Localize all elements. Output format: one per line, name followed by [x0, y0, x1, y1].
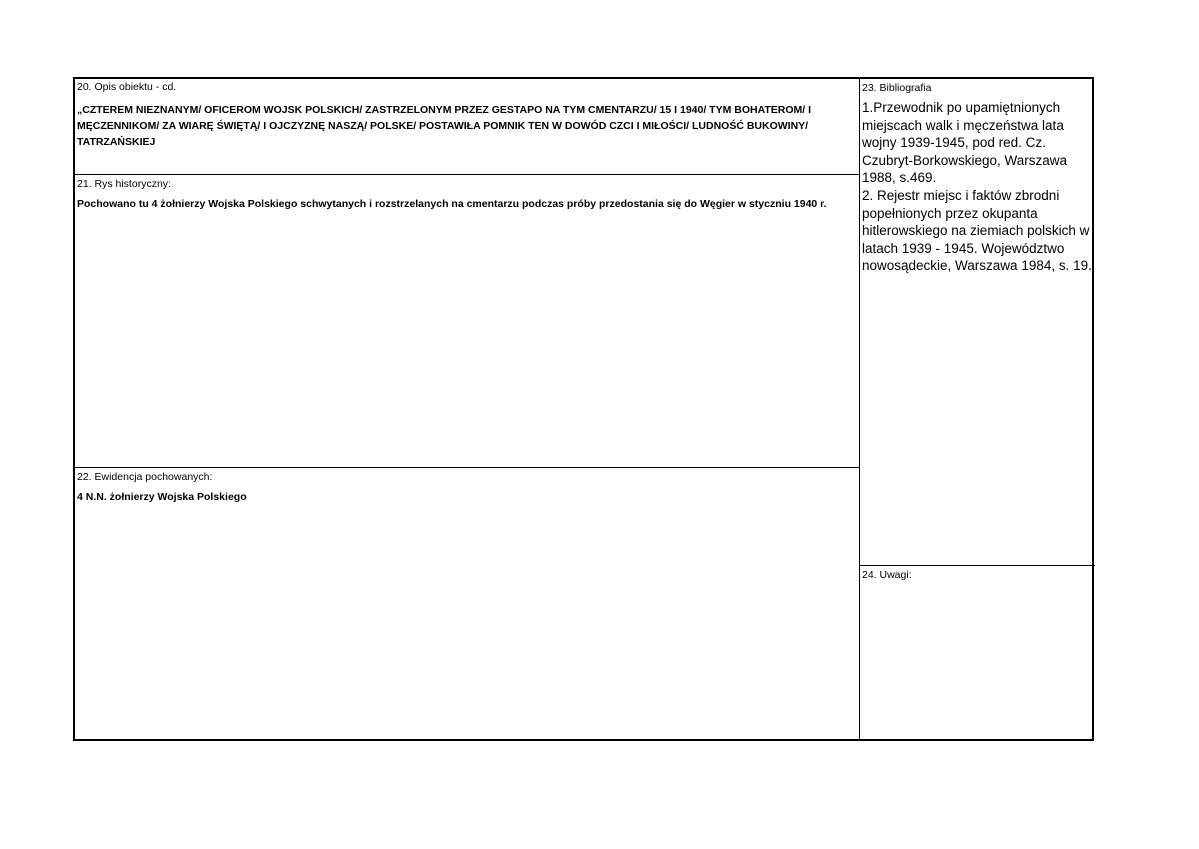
section-rys-historyczny-text: Pochowano tu 4 żołnierzy Wojska Polskiego schwytanych i rozstrzelanych na cmentarzu podczas próby przedostania się do Węgier w styczniu 1940 r.	[77, 198, 827, 210]
section-ewidencja-label: 22. Ewidencja pochowanych:	[77, 471, 213, 483]
section-bibliografia-label: 23. Bibliografia	[862, 82, 932, 94]
record-card-frame	[73, 77, 1094, 741]
section-uwagi	[862, 569, 1094, 737]
section-bibliografia	[862, 82, 1094, 562]
section-opis-obiektu	[77, 81, 857, 173]
section-ewidencja-pochowanych	[77, 471, 857, 737]
section-opis-obiektu-label: 20. Opis obiektu - cd.	[77, 81, 177, 93]
section-ewidencja-text: 4 N.N. żołnierzy Wojska Polskiego	[77, 491, 247, 503]
divider-rys-ewidencja	[75, 467, 859, 468]
section-rys-historyczny	[77, 178, 857, 463]
section-uwagi-label: 24. Uwagi:	[862, 569, 912, 581]
section-bibliografia-text: 1.Przewodnik po upamiętnionych miejscach walk i męczeństwa lata wojny 1939-1945, pod red. Cz. Czubryt-Borkowskiego, Warszawa 1988, s.469. 2. Rejestr miejsc i faktów zbrodni popełnionych przez okupanta hitlerowskiego na ziemiach polskich w latach 1939 - 1945. Województwo nowosądeckie, Warszawa 1984, s. 19.	[862, 100, 1092, 274]
divider-opis-rys	[75, 174, 859, 175]
column-divider	[859, 79, 860, 739]
section-opis-obiektu-text: „CZTEREM NIEZNANYM/ OFICEROM WOJSK POLSKICH/ ZASTRZELONYM PRZEZ GESTAPO NA TYM CMENTARZU/ 15 I 1940/ TYM BOHATEROM/ I MĘCZENNIKOM/ ZA WIARĘ ŚWIĘTĄ/ I OJCZYZNĘ NASZĄ/ POLSKE/ POSTAWIŁA POMNIK TEN W DOWÓD CZCI I MIŁOŚCI/ LUDNOŚĆ BUKOWINY/ TATRZAŃSKIEJ	[77, 104, 812, 148]
section-rys-historyczny-label: 21. Rys historyczny:	[77, 178, 171, 190]
divider-bibliografia-uwagi	[860, 565, 1095, 566]
